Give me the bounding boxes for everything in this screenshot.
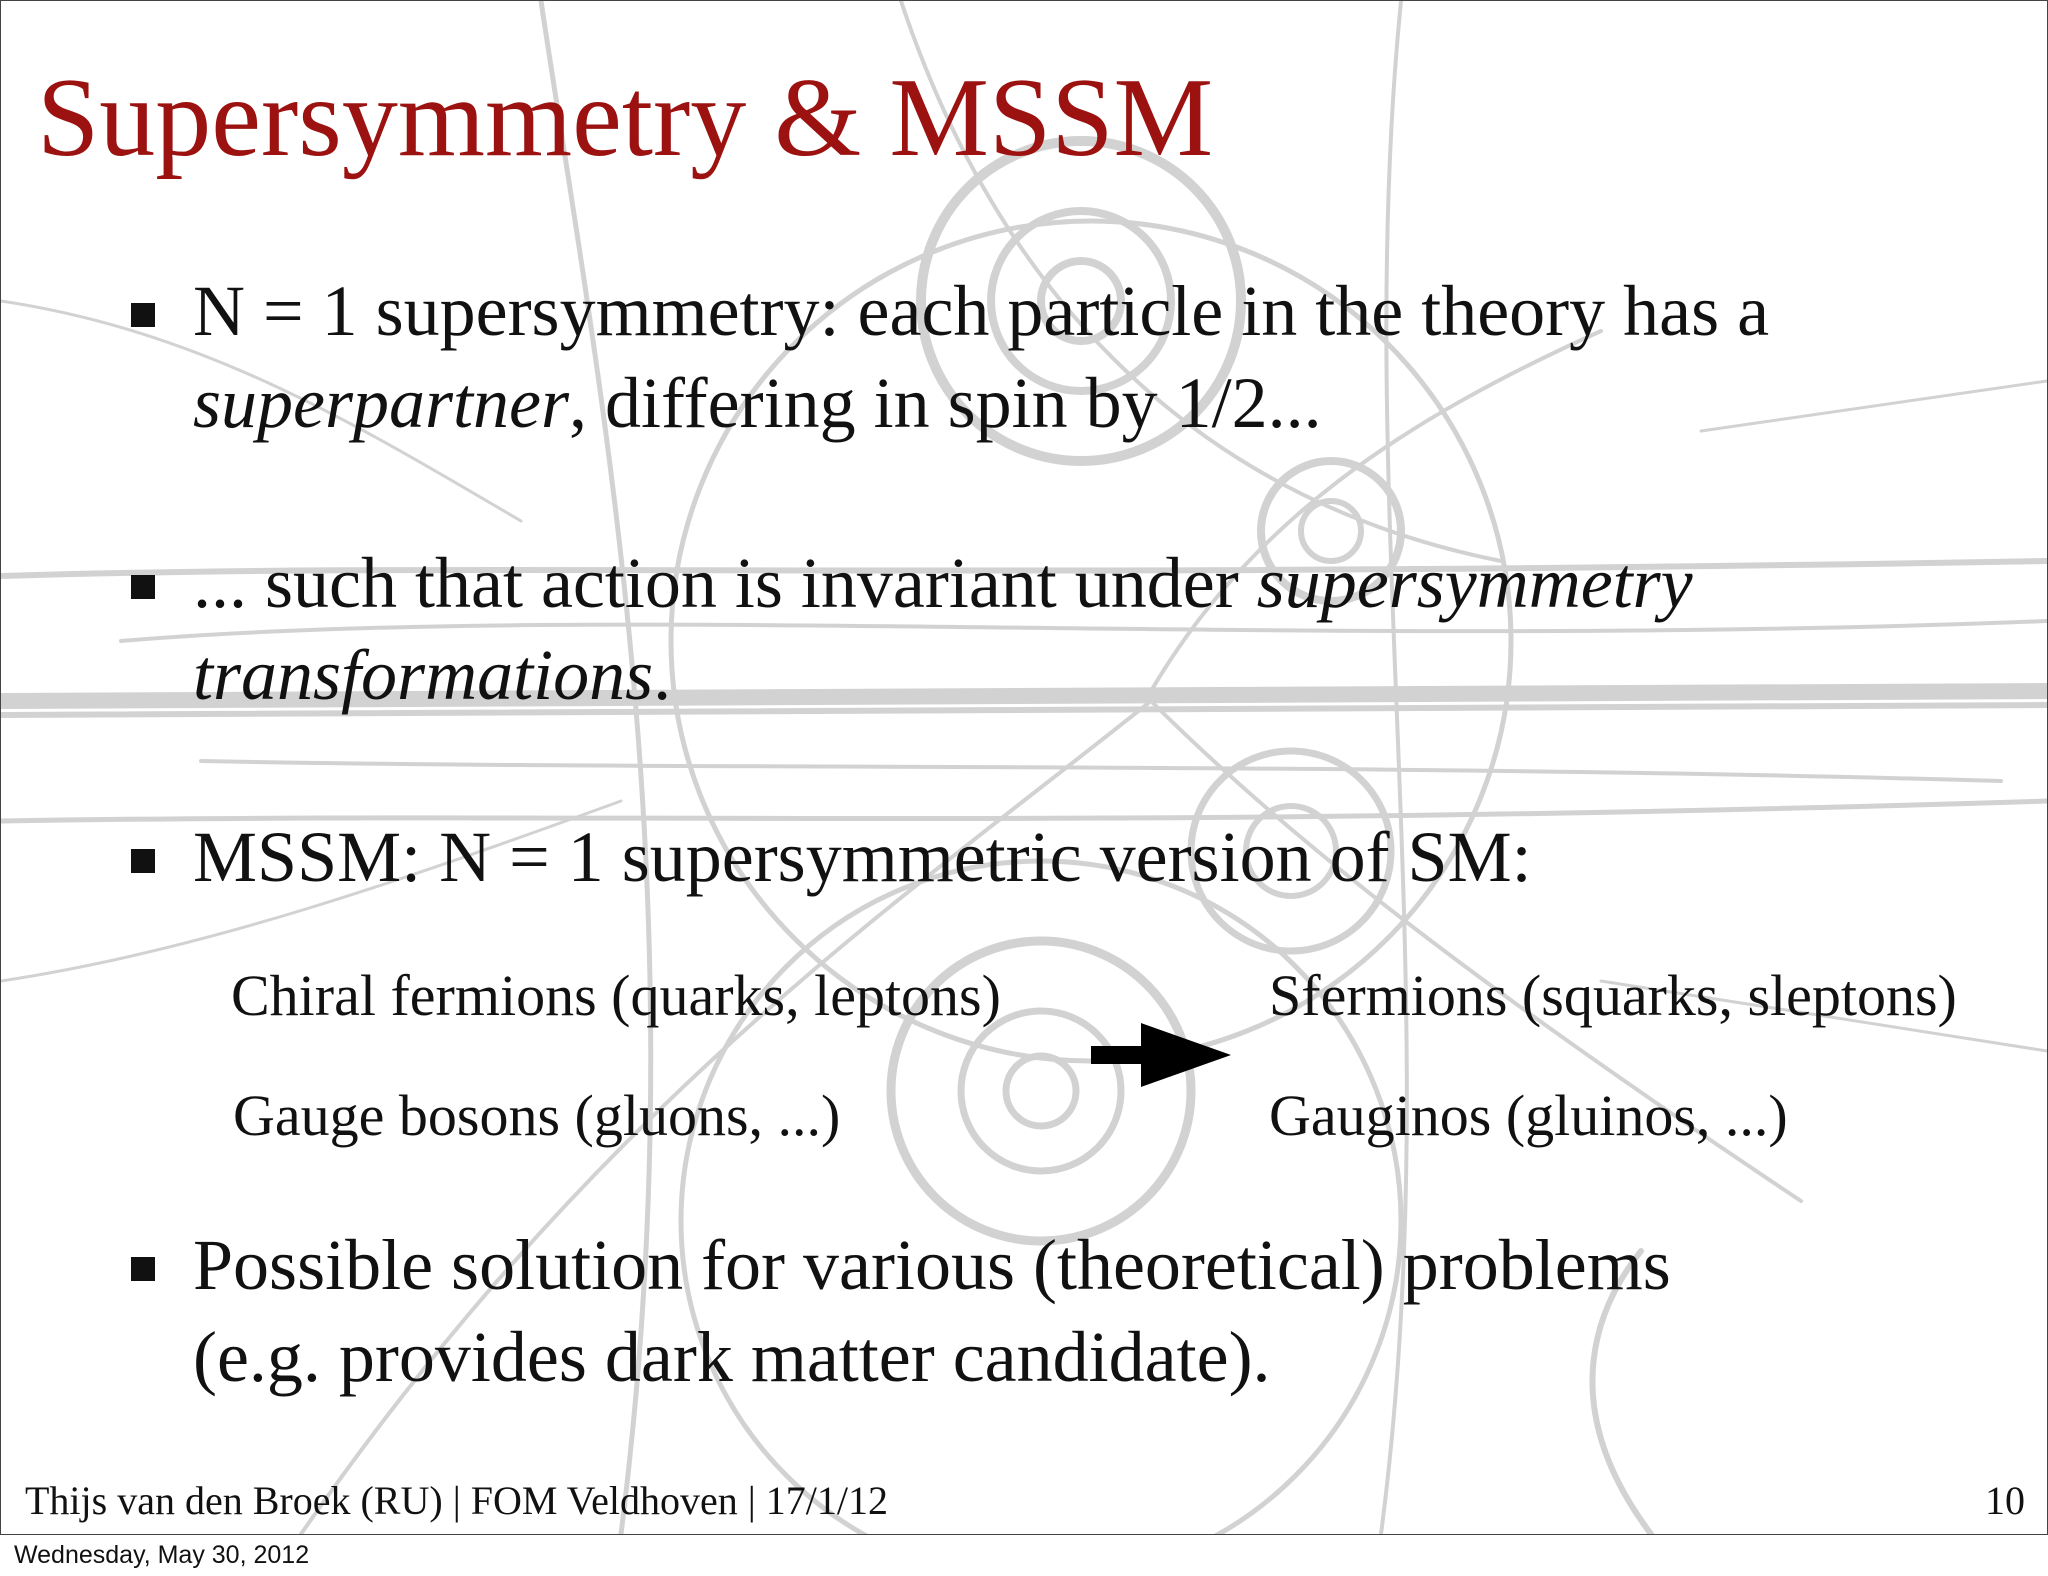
bullet-possible-solution [193, 1219, 1993, 1403]
bullet-line: Possible solution for various (theoretical) problems [193, 1225, 1671, 1305]
bullet-line: MSSM: N = 1 supersymmetric version of SM: [193, 817, 1532, 897]
bullet-line: N = 1 supersymmetry: each particle in the theory has a [193, 271, 1770, 351]
mapping-left-fermions: Chiral fermions (quarks, leptons) [231, 963, 1001, 1028]
date-stamp: Wednesday, May 30, 2012 [14, 1541, 310, 1569]
bullet-square-icon [131, 1257, 155, 1281]
bullet-line: transformations. [193, 635, 672, 715]
bullet-action-invariance [193, 537, 1993, 721]
bullet-square-icon [131, 849, 155, 873]
bullet-supersymmetry-definition [193, 265, 1993, 449]
bullet-mssm [193, 811, 1993, 903]
bullet-line: (e.g. provides dark matter candidate). [193, 1317, 1271, 1397]
mapping-right-sfermions: Sfermions (squarks, sleptons) [1269, 963, 1957, 1028]
mapping-right-gauginos: Gauginos (gluinos, ...) [1269, 1083, 1788, 1148]
bullet-square-icon [131, 575, 155, 599]
bullet-square-icon [131, 303, 155, 327]
right-arrow-icon [1091, 1023, 1231, 1087]
slide-title: Supersymmetry & MSSM [37, 56, 1214, 180]
bullet-line: ... such that action is invariant under supersymmetry [193, 543, 1693, 623]
slide-page-number: 10 [1985, 1478, 2025, 1523]
mapping-left-bosons: Gauge bosons (gluons, ...) [233, 1083, 841, 1148]
footer-author-event: Thijs van den Broek (RU) | FOM Veldhoven | 17/1/12 [25, 1478, 888, 1523]
bullet-line: superpartner, differing in spin by 1/2... [193, 363, 1322, 443]
